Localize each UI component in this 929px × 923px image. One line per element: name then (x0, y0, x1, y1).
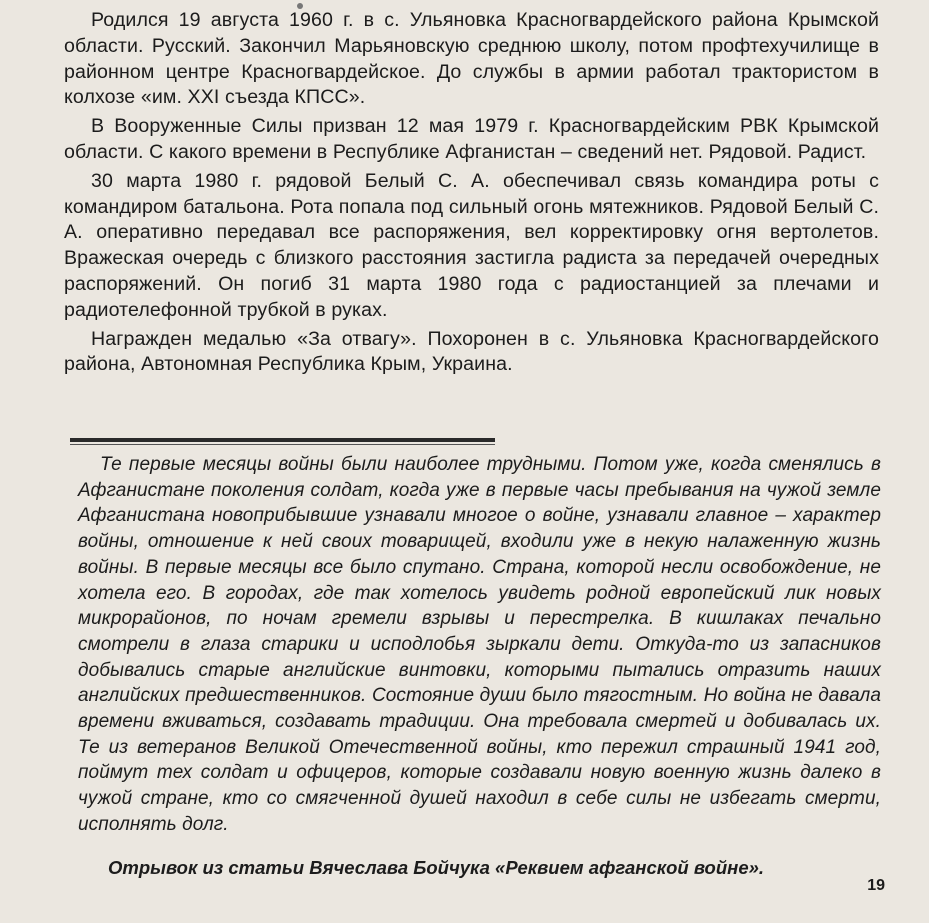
quote-text: Те первые месяцы войны были наиболее трудными. Потом уже, когда сменялись в Афганистане поколения солдат, когда уже в первые часы пребывания на чужой земле Афганистана новоприбывшие узнавали многое о войне, узнавали главное – характер войны, отношение к ней своих товарищей, входили уже в некую налаженную жизнь войны. В первые месяцы все было спутано. Страна, которой несли освобождение, не хотела его. В городах, где так хотелось увидеть родной европейский лик новых микрорайонов, по ночам гремели взрывы и перестрелка. В кишлаках печально смотрели в глаза старики и исподлобья зыркали дети. Откуда-то из запасников добывались старые английские винтовки, которыми пытались отразить наших английских предшественников. Состояние души было тягостным. Но война не давала времени вживаться, создавать традиции. Она требовала смертей и добивалась их. Те из ветеранов Великой Отечественной войны, кто пережил страшный 1941 год, поймут тех солдат и офицеров, которые создавали новую военную жизнь далеко в чужой стране, кто со смягченной душей находил в себе силы не избегать смерти, исполнять долг. (78, 454, 881, 835)
page-number: 19 (867, 877, 885, 894)
bio-paragraph-birth: Родился 19 августа 1960 г. в с. Ульяновка Красногвардейского района Крымской области. Русский. Закончил Марьяновскую среднюю школу, потом профтехучилище в районном центре Красногвардейское. До службы в армии работал трактористом в колхозе «им. XXI съезда КПСС». (64, 9, 879, 109)
bio-paragraph-death: 30 марта 1980 г. рядовой Белый С. А. обеспечивал связь командира роты с командиром батальона. Рота попала под сильный огонь мятежников. Рядовой Белый С. А. оперативно передавал все распоряжения, вел корректировку огня вертолетов. Вражеская очередь с близкого расстояния застигла радиста за передачей очередных распоряжений. Он погиб 31 марта 1980 года с радиостанцией за плечами и радиотелефонной трубкой в руках. (64, 169, 879, 321)
section-divider (70, 438, 495, 442)
bio-paragraph-service: В Вооруженные Силы призван 12 мая 1979 г. Красногвардейским РВК Крымской области. С какого времени в Республике Афганистан – сведений нет. Рядовой. Радист. (64, 115, 879, 163)
quote-block (78, 452, 881, 838)
section-divider-thin (70, 444, 495, 445)
bio-paragraph-award: Награжден медалью «За отвагу». Похоронен в с. Ульяновка Красногвардейского района, Автономная Республика Крым, Украина. (64, 327, 879, 376)
biography-text (64, 8, 879, 381)
quote-source: Отрывок из статьи Вячеслава Бойчука «Реквием афганской войне». (108, 857, 765, 878)
